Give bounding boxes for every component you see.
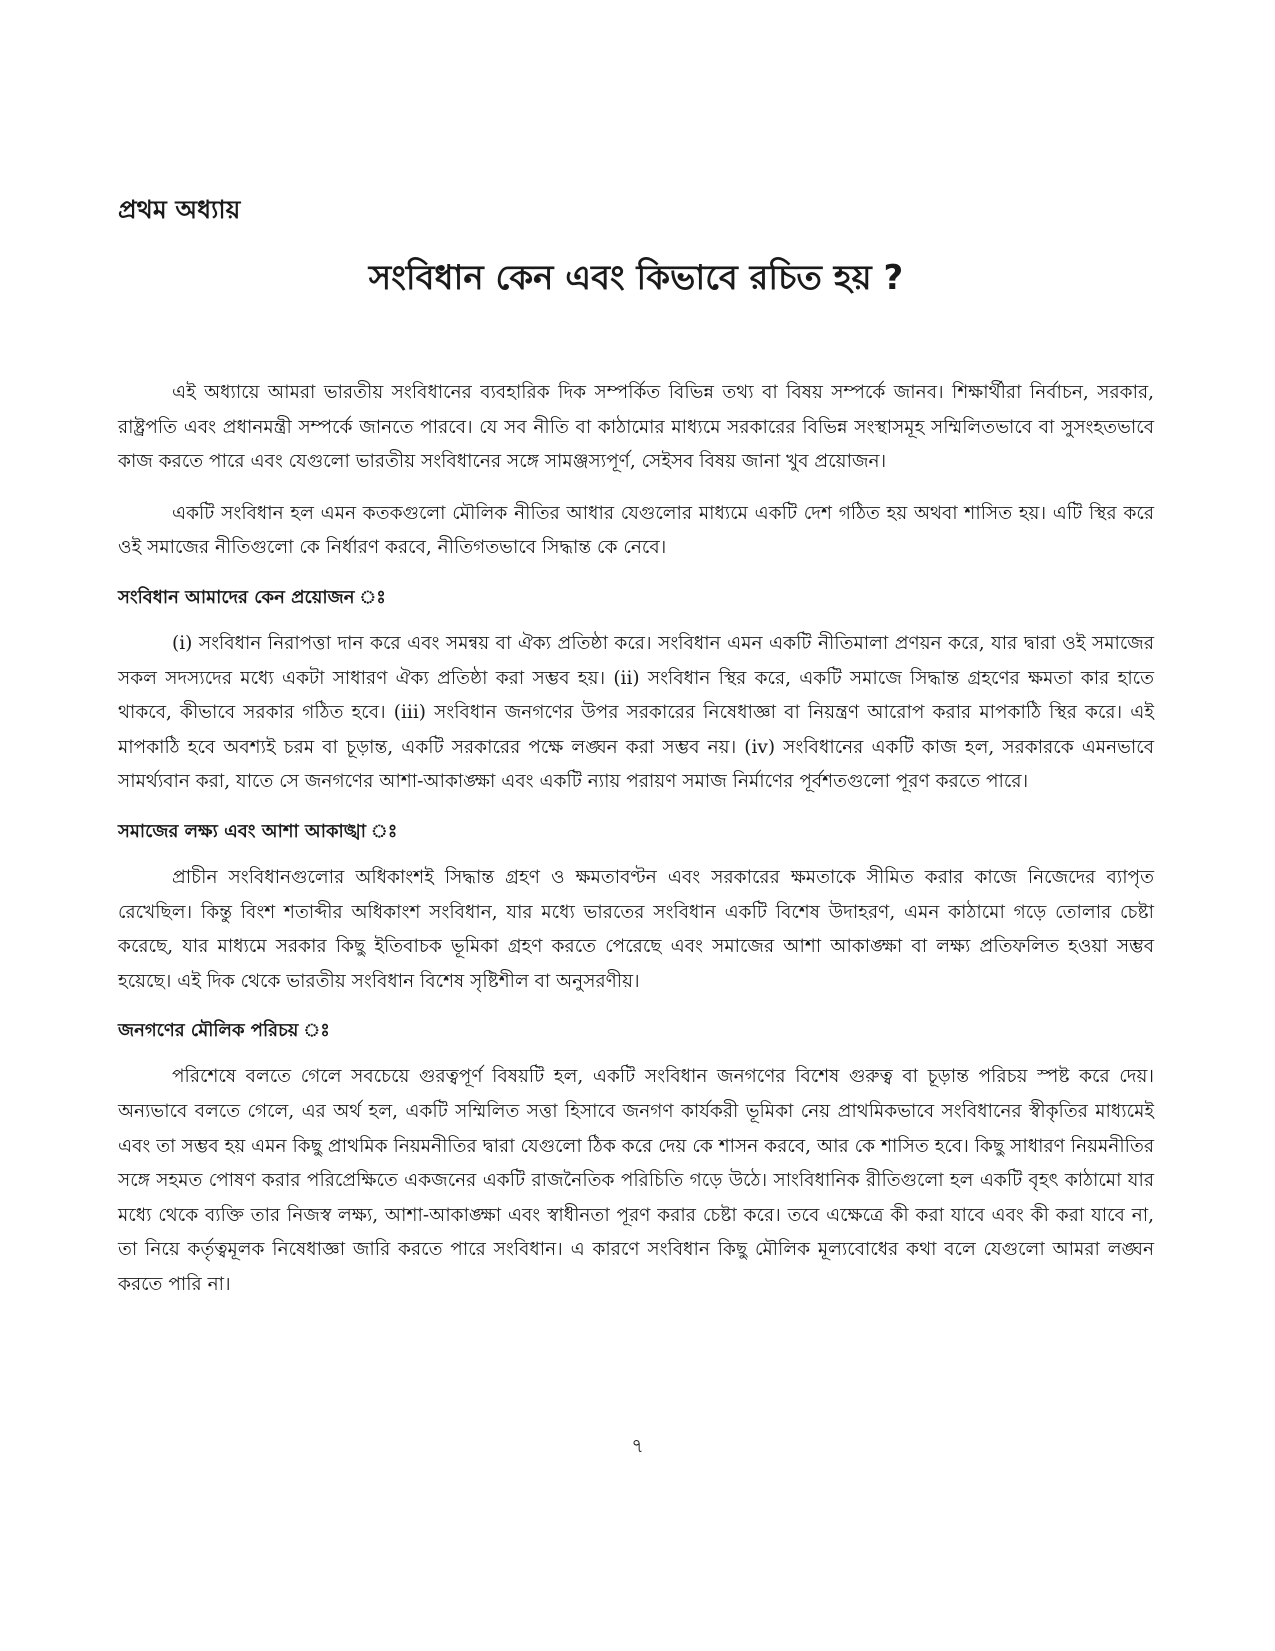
chapter-label: প্রথম অধ্যায় bbox=[118, 195, 241, 224]
intro-paragraph-2: একটি সংবিধান হল এমন কতকগুলো মৌলিক নীতির আধার যেগুলোর মাধ্যমে একটি দেশ গঠিত হয় অথবা শাসিত হয়। এটি স্থির করে ওই সমাজের নীতিগুলো কে নির্ধারণ করবে, নীতিগতভাবে সিদ্ধান্ত কে নেবে। bbox=[118, 502, 1154, 559]
page-number: ৭ bbox=[631, 1435, 644, 1457]
section-heading-society-goals: সমাজের লক্ষ্য এবং আশা আকাঙ্খা ঃ bbox=[118, 820, 398, 842]
section-heading-basic-identity: জনগণের মৌলিক পরিচয় ঃ bbox=[118, 1020, 330, 1042]
page-content bbox=[118, 376, 1154, 1319]
section-body-society-goals: প্রাচীন সংবিধানগুলোর অধিকাংশই সিদ্ধান্ত গ্রহণ ও ক্ষমতাবণ্টন এবং সরকারের ক্ষমতাকে সীমিত করার কাজে নিজেদের ব্যাপৃত রেখেছিল। কিন্তু বিংশ শতাব্দীর অধিকাংশ সংবিধান, যার মধ্যে ভারতের সংবিধান একটি বিশেষ উদাহরণ, এমন কাঠামো গড়ে তোলার চেষ্টা করেছে, যার মাধ্যমে সরকার কিছু ইতিবাচক ভূমিকা গ্রহণ করতে পেরেছে এবং সমাজের আশা আকাঙ্ক্ষা বা লক্ষ্য প্রতিফলিত হওয়া সম্ভব হয়েছে। এই দিক থেকে ভারতীয় সংবিধান বিশেষ সৃষ্টিশীল বা অনুসরণীয়। bbox=[118, 866, 1154, 992]
section-body-basic-identity: পরিশেষে বলতে গেলে সবচেয়ে গুরত্বপূর্ণ বিষয়টি হল, একটি সংবিধান জনগণের বিশেষ গুরুত্ব বা চূড়ান্ত পরিচয় স্পষ্ট করে দেয়। অন্যভাবে বলতে গেলে, এর অর্থ হল, একটি সম্মিলিত সত্তা হিসাবে জনগণ কার্যকরী ভূমিকা নেয় প্রাথমিকভাবে সংবিধানের স্বীকৃতির মাধ্যমেই এবং তা সম্ভব হয় এমন কিছু প্রাথমিক নিয়মনীতির দ্বারা যেগুলো ঠিক করে দেয় কে শাসন করবে, আর কে শাসিত হবে। কিছু সাধারণ নিয়মনীতির সঙ্গে সহমত পোষণ করার পরিপ্রেক্ষিতে একজনের একটি রাজনৈতিক পরিচিতি গড়ে উঠে। সাংবিধানিক রীতিগুলো হল একটি বৃহৎ কাঠামো যার মধ্যে থেকে ব্যক্তি তার নিজস্ব লক্ষ্য, আশা-আকাঙ্ক্ষা এবং স্বাধীনতা পূরণ করার চেষ্টা করে। তবে এক্ষেত্রে কী করা যাবে এবং কী করা যাবে না, তা নিয়ে কর্তৃত্বমূলক নিষেধাজ্ঞা জারি করতে পারে সংবিধান। এ কারণে সংবিধান কিছু মৌলিক মূল্যবোধের কথা বলে যেগুলো আমরা লঙ্ঘন করতে পারি না। bbox=[118, 1066, 1154, 1295]
chapter-title: সংবিধান কেন এবং কিভাবে রচিত হয় ? bbox=[368, 258, 904, 298]
section-body-why-constitution: (i) সংবিধান নিরাপত্তা দান করে এবং সমন্বয় বা ঐক্য প্রতিষ্ঠা করে। সংবিধান এমন একটি নীতিমালা প্রণয়ন করে, যার দ্বারা ওই সমাজের সকল সদস্যদের মধ্যে একটা সাধারণ ঐক্য প্রতিষ্ঠা করা সম্ভব হয়। (ii) সংবিধান স্থির করে, একটি সমাজে সিদ্ধান্ত গ্রহণের ক্ষমতা কার হাতে থাকবে, কীভাবে সরকার গঠিত হবে। (iii) সংবিধান জনগণের উপর সরকারের নিষেধাজ্ঞা বা নিয়ন্ত্রণ আরোপ করার মাপকাঠি স্থির করে। এই মাপকাঠি হবে অবশ্যই চরম বা চূড়ান্ত, একটি সরকারের পক্ষে লঙ্ঘন করা সম্ভব নয়। (iv) সংবিধানের একটি কাজ হল, সরকারকে এমনভাবে সামর্থ্যবান করা, যাতে সে জনগণের আশা-আকাঙ্ক্ষা এবং একটি ন্যায় পরায়ণ সমাজ নির্মাণের পূর্বশতগুলো পূরণ করতে পারে। bbox=[118, 632, 1154, 793]
intro-paragraph-1: এই অধ্যায়ে আমরা ভারতীয় সংবিধানের ব্যবহারিক দিক সম্পর্কিত বিভিন্ন তথ্য বা বিষয় সম্পর্কে জানব। শিক্ষার্থীরা নির্বাচন, সরকার, রাষ্ট্রপতি এবং প্রধানমন্ত্রী সম্পর্কে জানতে পারবে। যে সব নীতি বা কাঠামোর মাধ্যমে সরকারের বিভিন্ন সংস্থাসমূহ সম্মিলিতভাবে বা সুসংহতভাবে কাজ করতে পারে এবং যেগুলো ভারতীয় সংবিধানের সঙ্গে সামঞ্জস্যপূর্ণ, সেইসব বিষয় জানা খুব প্রয়োজন। bbox=[118, 382, 1154, 473]
section-heading-why-constitution: সংবিধান আমাদের কেন প্রয়োজন ঃ bbox=[118, 586, 386, 608]
